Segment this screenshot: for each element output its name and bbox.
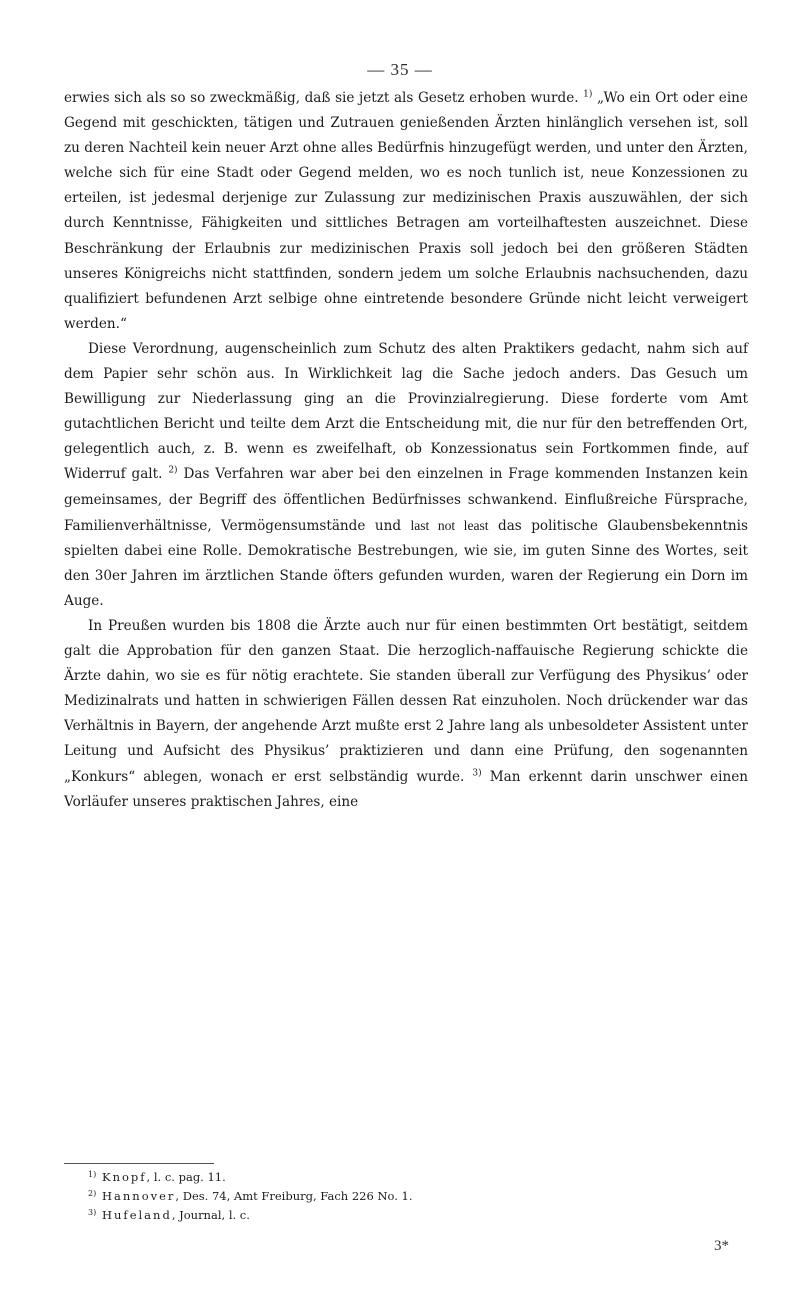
paragraph-3: [64, 614, 748, 815]
footnote-number: 2): [88, 1189, 97, 1198]
text-run: In Preußen wurden bis 1808 die Ärzte auch nur für einen bestimmten Ort bestätigt, seitdem galt die Approbation für den ganzen Staat. Die herzoglich-naffauische Regierung schickte die Ärzte dahin, wo sie es für nötig erachtete. Sie standen überall zur Verfügung des Physikus’ oder Medizinalrats und hatten in schwierigen Fällen dessen Rat einzuholen. Noch drückender war das Verhältnis in Bayern, der angehende Arzt mußte erst 2 Jahre lang als unbesoldeter Assistent unter Leitung und Aufsicht des Physikus’ praktizieren und dann eine Prüfung, den sogenannten „Konkurs“ ablegen, wonach er erst selbständig wurde.: [64, 617, 748, 785]
footnote-2: [88, 1187, 728, 1206]
footnote-rule: [64, 1163, 214, 1164]
text-run: Man erkennt darin unschwer einen Vorläufer unseres praktischen Jahres, eine: [64, 768, 749, 810]
main-text: [64, 86, 748, 815]
page-number: — 35 —: [367, 60, 433, 79]
footnote-author: Hannover: [102, 1189, 176, 1203]
text-run: erwies sich als so so zweckmäßig, daß sie jetzt als Gesetz erhoben wurde.: [64, 90, 584, 106]
footnote-number: 1): [88, 1170, 97, 1179]
footnote-ref-2: 2): [168, 465, 178, 476]
text-run: Diese Verordnung, augenscheinlich zum Schutz des alten Praktikers gedacht, nahm sich auf dem Papier sehr schön aus. In Wirklichkeit lag die Sache jedoch anders. Das Gesuch um Bewilligung zur Niederlassung ging an die Provinzialregierung. Diese forderte vom Amt gutachtlichen Bericht und teilte dem Arzt die Entscheidung mit, die nur für den betreffenden Ort, gelegentlich auch, z. B. wenn es zweifelhaft, ob Konzessionatus sein Fortkommen finde, auf Widerruf galt.: [64, 340, 748, 483]
text-run: „Wo ein Ort oder eine Gegend mit geschickten, tätigen und Zutrauen genießenden Ärzten hinlänglich versehen ist, soll zu deren Nachteil kein neuer Arzt ohne alles Bedürfnis hinzugefügt werden, und unter den Ärzten, welche sich für eine Stadt oder Gegend melden, wo es noch tunlich ist, neue Konzessionen zu erteilen, ist jedesmal derjenige zur Zulassung zur medizinischen Praxis auszuwählen, der sich durch Kenntnisse, Fähigkeiten und sittliches Betragen am vorteilhaftesten auszeichnet. Diese Beschränkung der Erlaubnis zur medizinischen Praxis soll jedoch bei den größeren Städten unseres Königreichs nicht stattfinden, sondern jedem um solche Erlaubnis nachsuchenden, dazu qualifiziert befundenen Arzt selbige ohne eintretende besondere Gründe nicht leicht verweigert werden.“: [64, 90, 748, 332]
footnote-text: , Journal, l. c.: [171, 1208, 250, 1222]
text-run: das politische Glaubensbekenntnis spielten dabei eine Rolle. Demokratische Bestrebungen, wie sie, im guten Sinne des Wortes, seit den 30er Jahren im ärztlichen Stande öfters gefunden wurden, waren der Regierung ein Dorn im Auge.: [64, 517, 749, 609]
footnote-ref-3: 3): [472, 768, 482, 778]
footnote-3: [88, 1206, 728, 1225]
footnote-author: Knopf: [102, 1170, 147, 1184]
footnote-number: 3): [88, 1208, 97, 1217]
latin-phrase: last not least: [410, 517, 489, 533]
footnote-author: Hufeland: [102, 1208, 172, 1222]
footnote-1: [88, 1168, 728, 1187]
paragraph-2: [64, 337, 748, 614]
paragraph-1: [64, 86, 748, 337]
footnote-ref-1: 1): [583, 89, 593, 100]
signature-mark: 3*: [714, 1238, 729, 1254]
footnote-text: , l. c. pag. 11.: [146, 1170, 226, 1184]
footnotes: [88, 1168, 728, 1225]
footnote-text: , Des. 74, Amt Freiburg, Fach 226 No. 1.: [175, 1189, 413, 1203]
text-run: Das Verfahren war aber bei den einzelnen in Frage kommenden Instanzen kein gemeinsames, der Begriff des öffentlichen Bedürfnisses schwankend. Einflußreiche Fürsprache, Familienverhältnisse, Vermögensumstände und: [64, 466, 748, 534]
